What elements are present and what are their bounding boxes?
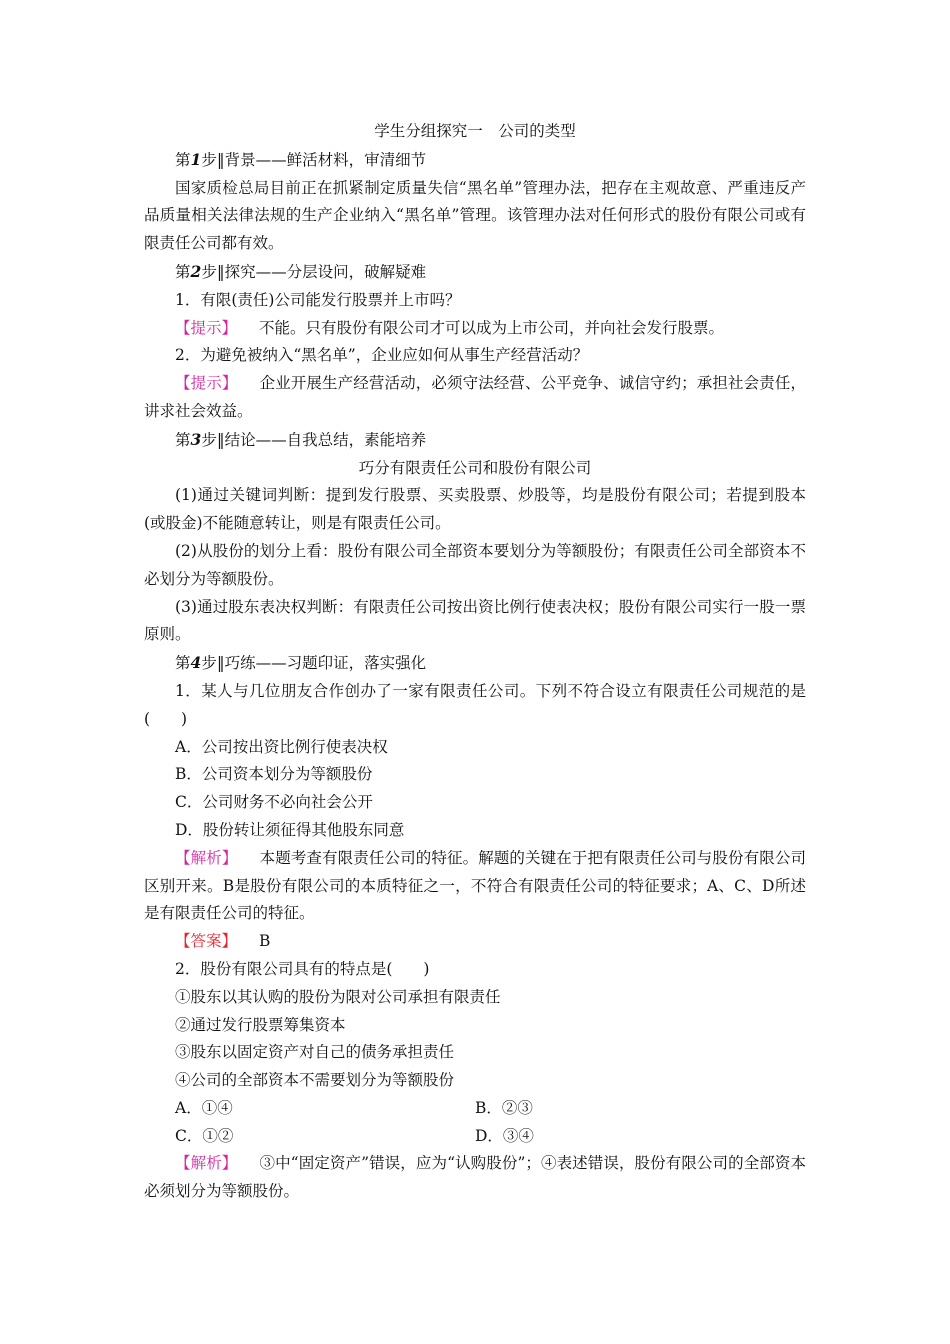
- step-3-subtitle: 巧分有限责任公司和股份有限公司: [358, 458, 592, 477]
- question-2-stem: 2．股份有限公司具有的特点是( ): [175, 959, 430, 978]
- step-title: 步‖探究——分层设问，破解疑难: [201, 262, 427, 281]
- step-prefix: 第: [175, 430, 191, 449]
- question-1-option-b: B．公司资本划分为等额股份: [175, 765, 373, 784]
- question-2-options-row-2: [144, 1123, 806, 1151]
- question-2-statement-3: ③股东以固定资产对自己的债务承担责任: [175, 1043, 455, 1062]
- answer-text: B: [259, 932, 271, 951]
- step-number: 1: [190, 149, 202, 169]
- hint-tag: 【提示】: [175, 318, 238, 337]
- question-1-stem: 1．某人与几位朋友合作创办了一家有限责任公司。下列不符合设立有限责任公司规范的是( ): [144, 681, 806, 728]
- step-number: 2: [190, 261, 202, 281]
- question-2-statement-4: ④公司的全部资本不需要划分为等额股份: [175, 1071, 455, 1090]
- step-3-point-2: (2)从股份的划分上看：股份有限公司全部资本要划分为等额股份；有限责任公司全部资本不必划分为等额股份。: [144, 541, 806, 588]
- step-title: 步‖结论——自我总结，素能培养: [201, 430, 427, 449]
- analysis-text: 本题考查有限责任公司的特征。解题的关键在于把有限责任公司与股份有限公司区别开来。B是股份有限公司的本质特征之一，不符合有限责任公司的特征要求；A、C、D所述是有限责任公司的特征。: [144, 848, 806, 923]
- step-2-heading: [144, 258, 806, 287]
- step-2-hint-2: [144, 370, 806, 426]
- question-2-option-b: B．②③: [475, 1098, 533, 1117]
- question-1-option-c: C．公司财务不必向社会公开: [175, 793, 373, 812]
- step-1-heading: [144, 146, 806, 175]
- question-1-option-d: D．股份转让须征得其他股东同意: [175, 820, 405, 839]
- question-2-option-a: A．①④: [175, 1098, 233, 1117]
- step-1-body: 国家质检总局目前正在抓紧制定质量失信“黑名单”管理办法，把存在主观故意、严重违反产品质量相关法律法规的生产企业纳入“黑名单”管理。该管理办法对任何形式的股份有限公司或有限责任公司都有效。: [144, 178, 806, 253]
- hint-text: 企业开展生产经营活动，必须守法经营、公平竞争、诚信守约；承担社会责任，讲求社会效益。: [144, 374, 806, 420]
- question-2-statement-1: ①股东以其认购的股份为限对公司承担有限责任: [175, 987, 501, 1006]
- step-3-heading: [144, 426, 806, 455]
- step-number: 4: [190, 653, 202, 673]
- answer-tag: 【答案】: [175, 932, 238, 951]
- step-number: 3: [190, 429, 202, 449]
- step-4-heading: [144, 649, 806, 678]
- analysis-tag: 【解析】: [175, 1154, 238, 1173]
- question-2-option-c: C．①②: [175, 1126, 234, 1145]
- step-title: 步‖巧练——习题印证，落实强化: [201, 654, 427, 673]
- step-3-point-1: (1)通过关键词判断：提到发行股票、买卖股票、炒股等，均是股份有限公司；若提到股本(或股金)不能随意转让，则是有限责任公司。: [144, 486, 806, 533]
- step-prefix: 第: [175, 262, 191, 281]
- step-3-point-3: (3)通过股东表决权判断：有限责任公司按出资比例行使表决权；股份有限公司实行一股一票原则。: [144, 597, 806, 644]
- question-2-options-row-1: [144, 1095, 806, 1123]
- step-title: 步‖背景——鲜活材料，审清细节: [201, 150, 427, 169]
- question-1-analysis: [144, 845, 806, 928]
- section-title: 学生分组探究一 公司的类型: [374, 122, 576, 140]
- analysis-tag: 【解析】: [175, 848, 238, 867]
- question-2-analysis: [144, 1150, 806, 1206]
- document-page: [144, 118, 806, 1206]
- question-2-option-d: D．③④: [475, 1126, 534, 1145]
- hint-text: 不能。只有股份有限公司才可以成为上市公司，并向社会发行股票。: [259, 318, 725, 337]
- question-1-option-a: A．公司按出资比例行使表决权: [175, 737, 388, 756]
- hint-tag: 【提示】: [175, 374, 238, 393]
- analysis-text: ③中“固定资产”错误，应为“认购股份”；④表述错误，股份有限公司的全部资本必须划分为等额股份。: [144, 1154, 806, 1201]
- step-prefix: 第: [175, 654, 191, 673]
- question-1-answer: [144, 928, 806, 956]
- step-prefix: 第: [175, 150, 191, 169]
- step-2-question-2: 2．为避免被纳入“黑名单”，企业应如何从事生产经营活动？: [175, 346, 589, 365]
- step-2-question-1: 1．有限(责任)公司能发行股票并上市吗？: [175, 290, 461, 309]
- step-2-hint-1: [144, 315, 806, 343]
- question-2-statement-2: ②通过发行股票筹集资本: [175, 1015, 346, 1034]
